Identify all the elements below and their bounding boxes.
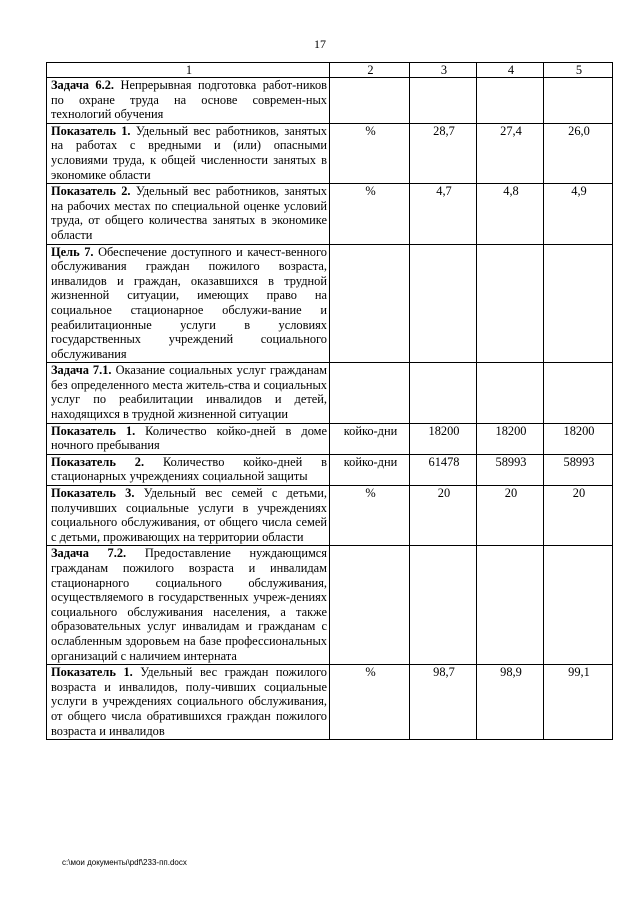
row-value-3 [410,78,477,124]
row-description [47,244,330,363]
row-unit: % [330,123,410,183]
row-text: Обеспечение доступного и качест-венного обслуживания граждан пожилого возраста, инвалидов и граждан, оказавшихся в трудной жизненной ситуации, имеющих право на социальное стационарное обслужи-вание и реабилитационные услуги в условиях государственных учреждений социального обслуживания [51,244,327,361]
row-lead: Показатель 1. [51,665,133,680]
row-lead: Цель 7. [51,244,94,259]
row-value-5 [544,78,613,124]
footer-file-path: c:\мои документы\pdf\233-пп.docx [62,858,187,867]
header-cell: 5 [544,63,613,78]
row-value-4 [477,546,544,665]
page-number: 17 [314,37,326,51]
row-value-4: 27,4 [477,123,544,183]
row-value-5: 20 [544,486,613,546]
row-value-5: 58993 [544,454,613,485]
row-unit [330,363,410,423]
row-lead: Показатель 1. [51,423,136,438]
row-value-3: 61478 [410,454,477,485]
row-description [47,486,330,546]
table-row [47,665,613,740]
row-value-3 [410,546,477,665]
table-row [47,244,613,363]
table-row [47,423,613,454]
row-value-3: 20 [410,486,477,546]
row-value-3: 98,7 [410,665,477,740]
row-value-5 [544,546,613,665]
row-text: Оказание социальных услуг гражданам без определенного места житель-ства и социальных услуг по реабилитации инвалидов и детей, находящихся в трудной жизненной ситуации [51,363,327,422]
row-value-4 [477,244,544,363]
row-unit: % [330,184,410,244]
row-description [47,184,330,244]
row-value-5: 18200 [544,423,613,454]
table-row [47,546,613,665]
row-lead: Показатель 2. [51,184,131,199]
table-row [47,363,613,423]
row-unit: койко-дни [330,454,410,485]
row-text: Предоставление нуждающимся гражданам пожилого возраста и инвалидам стационарного социального обслуживания, осуществляемого в государственных учреж-дениях социального обслуживания населения, а также образовательных услуг инвалидам и гражданам с ослабленным здоровьем на базе профессиональных организаций с наличием интерната [51,546,327,663]
row-value-4: 58993 [477,454,544,485]
row-lead: Показатель 2. [51,454,145,469]
row-unit: % [330,486,410,546]
row-unit: койко-дни [330,423,410,454]
table-header-row [47,63,613,78]
row-value-5 [544,363,613,423]
header-cell: 2 [330,63,410,78]
row-value-4: 4,8 [477,184,544,244]
row-value-4 [477,78,544,124]
row-text: Удельный вес работников, занятых на рабочих местах по специальной оценке условий труда, от общего количества занятых в экономике области [51,184,327,242]
row-value-3: 28,7 [410,123,477,183]
header-cell: 1 [47,63,330,78]
row-value-5: 99,1 [544,665,613,740]
row-description [47,123,330,183]
row-text: Количество койко-дней в доме ночного пребывания [51,423,327,453]
row-unit [330,78,410,124]
row-value-3 [410,363,477,423]
table-row [47,454,613,485]
row-description [47,423,330,454]
row-lead: Показатель 1. [51,123,131,138]
row-value-3 [410,244,477,363]
row-description [47,546,330,665]
row-value-4: 18200 [477,423,544,454]
table-row [47,123,613,183]
table-row [47,486,613,546]
row-description [47,78,330,124]
row-value-3: 18200 [410,423,477,454]
row-description [47,454,330,485]
indicators-table [46,62,613,740]
row-description [47,665,330,740]
row-value-4: 98,9 [477,665,544,740]
row-text: Удельный вес граждан пожилого возраста и инвалидов, полу-чивших социальные услуги в учреждениях социального обслуживания, от общего числа обратившихся граждан пожилого возраста и инвалидов [51,665,327,738]
row-description [47,363,330,423]
row-text: Количество койко-дней в стационарных учреждениях социальной защиты [51,454,327,484]
row-value-5: 26,0 [544,123,613,183]
row-lead: Задача 7.2. [51,546,127,561]
row-lead: Показатель 3. [51,486,135,501]
row-text: Непрерывная подготовка работ-ников по охране труда на основе современ-ных технологий обучения [51,78,327,122]
row-value-4 [477,363,544,423]
row-lead: Задача 7.1. [51,363,112,378]
table-row [47,78,613,124]
row-lead: Задача 6.2. [51,78,114,92]
row-text: Удельный вес работников, занятых на работах с вредными и (или) опасными условиями труда, к общей численности занятых в экономике области [51,123,327,182]
row-value-5: 4,9 [544,184,613,244]
row-unit [330,546,410,665]
row-value-5 [544,244,613,363]
header-cell: 4 [477,63,544,78]
table-row [47,184,613,244]
row-unit [330,244,410,363]
row-value-4: 20 [477,486,544,546]
row-value-3: 4,7 [410,184,477,244]
row-unit: % [330,665,410,740]
row-text: Удельный вес семей с детьми, получивших социальные услуги в учреждениях социального обслуживания, от общего числа семей с детьми, проживающих на территории области [51,486,327,544]
header-cell: 3 [410,63,477,78]
